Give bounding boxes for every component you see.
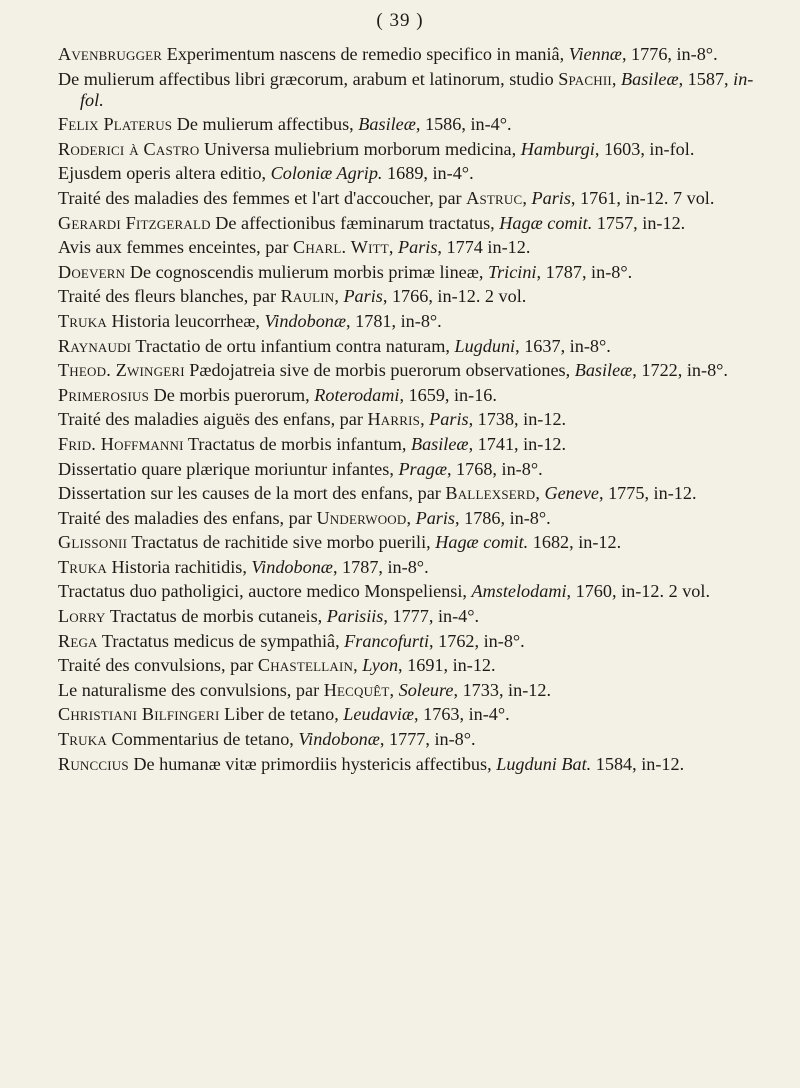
entry-title: Traité des convulsions, par xyxy=(58,655,258,676)
entry-author: Truka xyxy=(58,729,107,750)
bibliography-entry xyxy=(58,459,776,480)
entry-details: 1584, in-12. xyxy=(591,753,685,774)
entry-place: Basileæ xyxy=(410,433,469,454)
entry-author: Frid. Hoffmanni xyxy=(58,433,184,454)
entry-details: 1689, in-4°. xyxy=(382,163,474,184)
entry-title: De affectionibus fæminarum tractatus, xyxy=(210,212,500,233)
entry-place: Vindobonæ xyxy=(264,310,347,331)
entry-details: , 1787, in-8°. xyxy=(536,261,633,282)
bibliography-entry xyxy=(58,311,776,332)
entry-place: Pragæ xyxy=(398,458,447,479)
bibliography-entry xyxy=(58,704,776,725)
entry-place: Lyon xyxy=(362,655,399,676)
entry-author: Runccius xyxy=(58,753,129,774)
entry-title: Tractatus de morbis cutaneis, xyxy=(105,606,327,627)
bibliography-entry xyxy=(58,581,776,602)
bibliography-entry xyxy=(58,631,776,652)
entry-title: Universa muliebrium morborum medicina, xyxy=(199,138,521,159)
entry-details: , 1774 in-12. xyxy=(437,237,531,258)
bibliography-entry xyxy=(58,262,776,283)
entry-details: , 1777, in-8°. xyxy=(379,729,476,750)
entry-place: Hagæ comit. xyxy=(499,212,593,233)
entry-details: , 1738, in-12. xyxy=(468,409,567,430)
bibliography-entry xyxy=(58,532,776,553)
entry-title: Experimentum nascens de remedio specifico in maniâ, xyxy=(162,44,569,64)
entry-place: Viennæ xyxy=(568,44,622,64)
entry-author: Truka xyxy=(58,556,107,577)
bibliography-entry xyxy=(58,557,776,578)
entry-author: Raulin xyxy=(280,286,335,307)
entry-title: Tractatus medicus de sympathiâ, xyxy=(97,630,345,651)
entry-details: , 1781, in-8°. xyxy=(346,310,442,331)
entry-details: , 1587, xyxy=(678,68,734,89)
entry-author: Hecquêt xyxy=(323,679,390,700)
entry-place: Paris xyxy=(415,507,455,528)
bibliography-entry xyxy=(58,139,776,160)
entry-details: , 1722, in-8°. xyxy=(632,360,728,381)
entry-details: , 1777, in-4°. xyxy=(383,606,480,627)
bibliography-entry xyxy=(58,114,776,135)
bibliography-entry xyxy=(58,163,776,184)
entry-author: Spachii xyxy=(558,68,612,89)
entry-title: Historia leucorrheæ, xyxy=(106,310,265,331)
bibliography-entry: Traité des maladies des enfans, par Underwood, Paris, 1786, in-8°. xyxy=(58,507,551,528)
entry-title: Traité des maladies aiguës des enfans, par xyxy=(58,409,368,430)
entry-author: Avenbrugger xyxy=(58,44,163,64)
entry-author: Lorry xyxy=(58,606,106,627)
entry-title: De mulierum affectibus libri græcorum, arabum et latinorum, studio xyxy=(58,68,559,89)
entry-author: Ballexserd xyxy=(445,483,536,504)
entry-title: Dissertation sur les causes de la mort des enfans, par xyxy=(58,483,446,504)
entry-place: Paris xyxy=(531,187,571,208)
bibliography-entry xyxy=(58,754,776,775)
bibliography-entry xyxy=(58,360,776,381)
entry-title: Tractatus de rachitide sive morbo puerili, xyxy=(127,532,436,553)
entry-place: Amstelodami xyxy=(471,581,567,602)
entry-details: 1682, in-12. xyxy=(528,532,622,553)
entry-place: Soleure xyxy=(398,679,454,700)
entry-title: Le naturalisme des convulsions, par xyxy=(58,679,324,700)
entry-details: , 1768, in-8°. xyxy=(446,458,543,479)
bibliography-entry xyxy=(58,44,776,65)
entry-author: Truka xyxy=(58,310,107,331)
entry-title: Ejusdem operis altera editio, xyxy=(58,163,271,184)
entry-details: 1757, in-12. xyxy=(592,212,686,233)
entry-place: Hamburgi xyxy=(520,138,595,159)
entry-title: Traité des maladies des enfans, par xyxy=(58,507,317,528)
entry-details: , 1766, in-12. 2 vol. xyxy=(382,286,527,307)
entry-place: Tricini xyxy=(487,261,537,282)
entry-place: Basileæ xyxy=(620,68,679,89)
entry-place: Parisiis xyxy=(326,606,384,627)
entry-place: Francofurti xyxy=(344,630,430,651)
entry-place: Roterodami xyxy=(314,384,400,405)
entry-title: Avis aux femmes enceintes, par xyxy=(58,237,294,258)
entry-title: De mulierum affectibus, xyxy=(172,114,359,135)
entry-place: Paris xyxy=(429,409,469,430)
entry-details: , 1637, in-8°. xyxy=(515,335,611,356)
entry-title: De cognoscendis mulierum morbis primæ lineæ, xyxy=(125,261,488,282)
bibliography-entry: Traité des fleurs blanches, par Raulin, Paris, 1766, in-12. 2 vol. xyxy=(58,286,527,307)
entry-details: , 1760, in-12. 2 vol. xyxy=(566,581,710,602)
entry-author: Harris xyxy=(367,409,421,430)
entry-place: Vindobonæ xyxy=(251,556,333,577)
bibliography-entry: Dissertation sur les causes de la mort des enfans, par Ballexserd, Geneve, 1775, in-12. xyxy=(58,483,697,504)
bibliography-entry: Traité des maladies des femmes et l'art d'accoucher, par Astruc, Paris, 1761, in-12. 7 vol. xyxy=(58,187,715,208)
entry-author: Primerosius xyxy=(58,384,150,405)
entry-details: , 1741, in-12. xyxy=(468,433,567,454)
entry-place: Geneve xyxy=(544,483,599,504)
entry-author: Astruc xyxy=(466,187,523,208)
entry-author: Rega xyxy=(58,630,98,651)
entry-title: Historia rachitidis, xyxy=(106,556,252,577)
entry-place: Paris xyxy=(343,286,383,307)
entry-title: Traité des fleurs blanches, par xyxy=(58,286,281,307)
entry-author: Raynaudi xyxy=(58,335,132,356)
bibliography-entry xyxy=(58,213,776,234)
bibliography-entry xyxy=(58,729,776,750)
entry-details: , 1603, in-fol. xyxy=(594,138,695,159)
entry-details: , 1659, in-16. xyxy=(399,384,497,405)
entry-place: Paris xyxy=(397,237,438,258)
entry-author: Theod. Zwingeri xyxy=(58,360,185,381)
entry-author: Glissonii xyxy=(58,532,128,553)
bibliography-entry: Le naturalisme des convulsions, par Hecquêt, Soleure, 1733, in-12. xyxy=(58,679,551,700)
bibliography-entry: Avis aux femmes enceintes, par Charl. Witt, Paris, 1774 in-12. xyxy=(58,237,531,258)
entry-details: , 1733, in-12. xyxy=(453,679,551,700)
bibliography-entry xyxy=(58,434,776,455)
entry-author: Chastellain xyxy=(257,655,354,676)
entry-title: Dissertatio quare plærique moriuntur infantes, xyxy=(58,458,399,479)
entry-place: Basileæ xyxy=(574,360,633,381)
entry-author: Charl. Witt xyxy=(293,237,389,258)
entry-author: Underwood xyxy=(316,507,407,528)
entry-details: , 1776, in-8°. xyxy=(621,44,718,64)
entry-author: Gerardi Fitzgerald xyxy=(58,212,211,233)
entry-author: Doevern xyxy=(58,261,126,282)
entry-format: in-fol. xyxy=(80,68,754,110)
entry-place: Coloniæ Agrip. xyxy=(270,163,383,184)
entry-details: , 1691, in-12. xyxy=(398,655,496,676)
entry-place: Basileæ xyxy=(358,114,416,135)
entry-details: , 1762, in-8°. xyxy=(429,630,525,651)
page-number: ( 39 ) xyxy=(376,10,424,31)
entry-title: Pædojatreia sive de morbis puerorum observationes, xyxy=(184,360,575,381)
entry-title: Commentarius de tetano, xyxy=(106,729,299,750)
entry-title: Liber de tetano, xyxy=(219,704,344,725)
entry-place: Hagæ comit. xyxy=(435,532,529,553)
entry-place: Leudaviæ xyxy=(343,704,415,725)
bibliography-entry: Traité des convulsions, par Chastellain, Lyon, 1691, in-12. xyxy=(58,655,496,676)
entry-details: , 1761, in-12. 7 vol. xyxy=(570,187,715,208)
bibliography-entry xyxy=(58,606,776,627)
entry-title: Tractatus duo patholigici, auctore medico Monspeliensi, xyxy=(58,581,472,602)
bibliography-entry xyxy=(58,385,776,406)
entry-place: Lugduni Bat. xyxy=(496,753,592,774)
entry-place: Lugduni xyxy=(454,335,516,356)
entry-details: , 1786, in-8°. xyxy=(455,507,551,528)
entry-author: Roderici à Castro xyxy=(58,138,200,159)
bibliography-entry: Traité des maladies aiguës des enfans, par Harris, Paris, 1738, in-12. xyxy=(58,409,567,430)
entry-details: , 1775, in-12. xyxy=(598,483,697,504)
entry-title: De humanæ vitæ primordiis hystericis affectibus, xyxy=(128,753,497,774)
entry-author: Christiani Bilfingeri xyxy=(58,704,220,725)
bibliography-entry xyxy=(58,336,776,357)
bibliography-entry: De mulierum affectibus libri græcorum, arabum et latinorum, studio Spachii, Basileæ, 1587, in-fol. xyxy=(58,68,754,110)
entry-title: Traité des maladies des femmes et l'art d'accoucher, par xyxy=(58,187,467,208)
entry-title: Tractatus de morbis infantum, xyxy=(183,433,411,454)
entry-title: Tractatio de ortu infantium contra naturam, xyxy=(131,335,455,356)
entry-place: Vindobonæ xyxy=(298,729,380,750)
bibliography-list xyxy=(58,44,776,778)
entry-details: , 1787, in-8°. xyxy=(332,556,429,577)
entry-details: , 1586, in-4°. xyxy=(415,114,512,135)
entry-author: Felix Platerus xyxy=(58,114,173,135)
entry-title: De morbis puerorum, xyxy=(149,384,315,405)
entry-details: , 1763, in-4°. xyxy=(414,704,510,725)
